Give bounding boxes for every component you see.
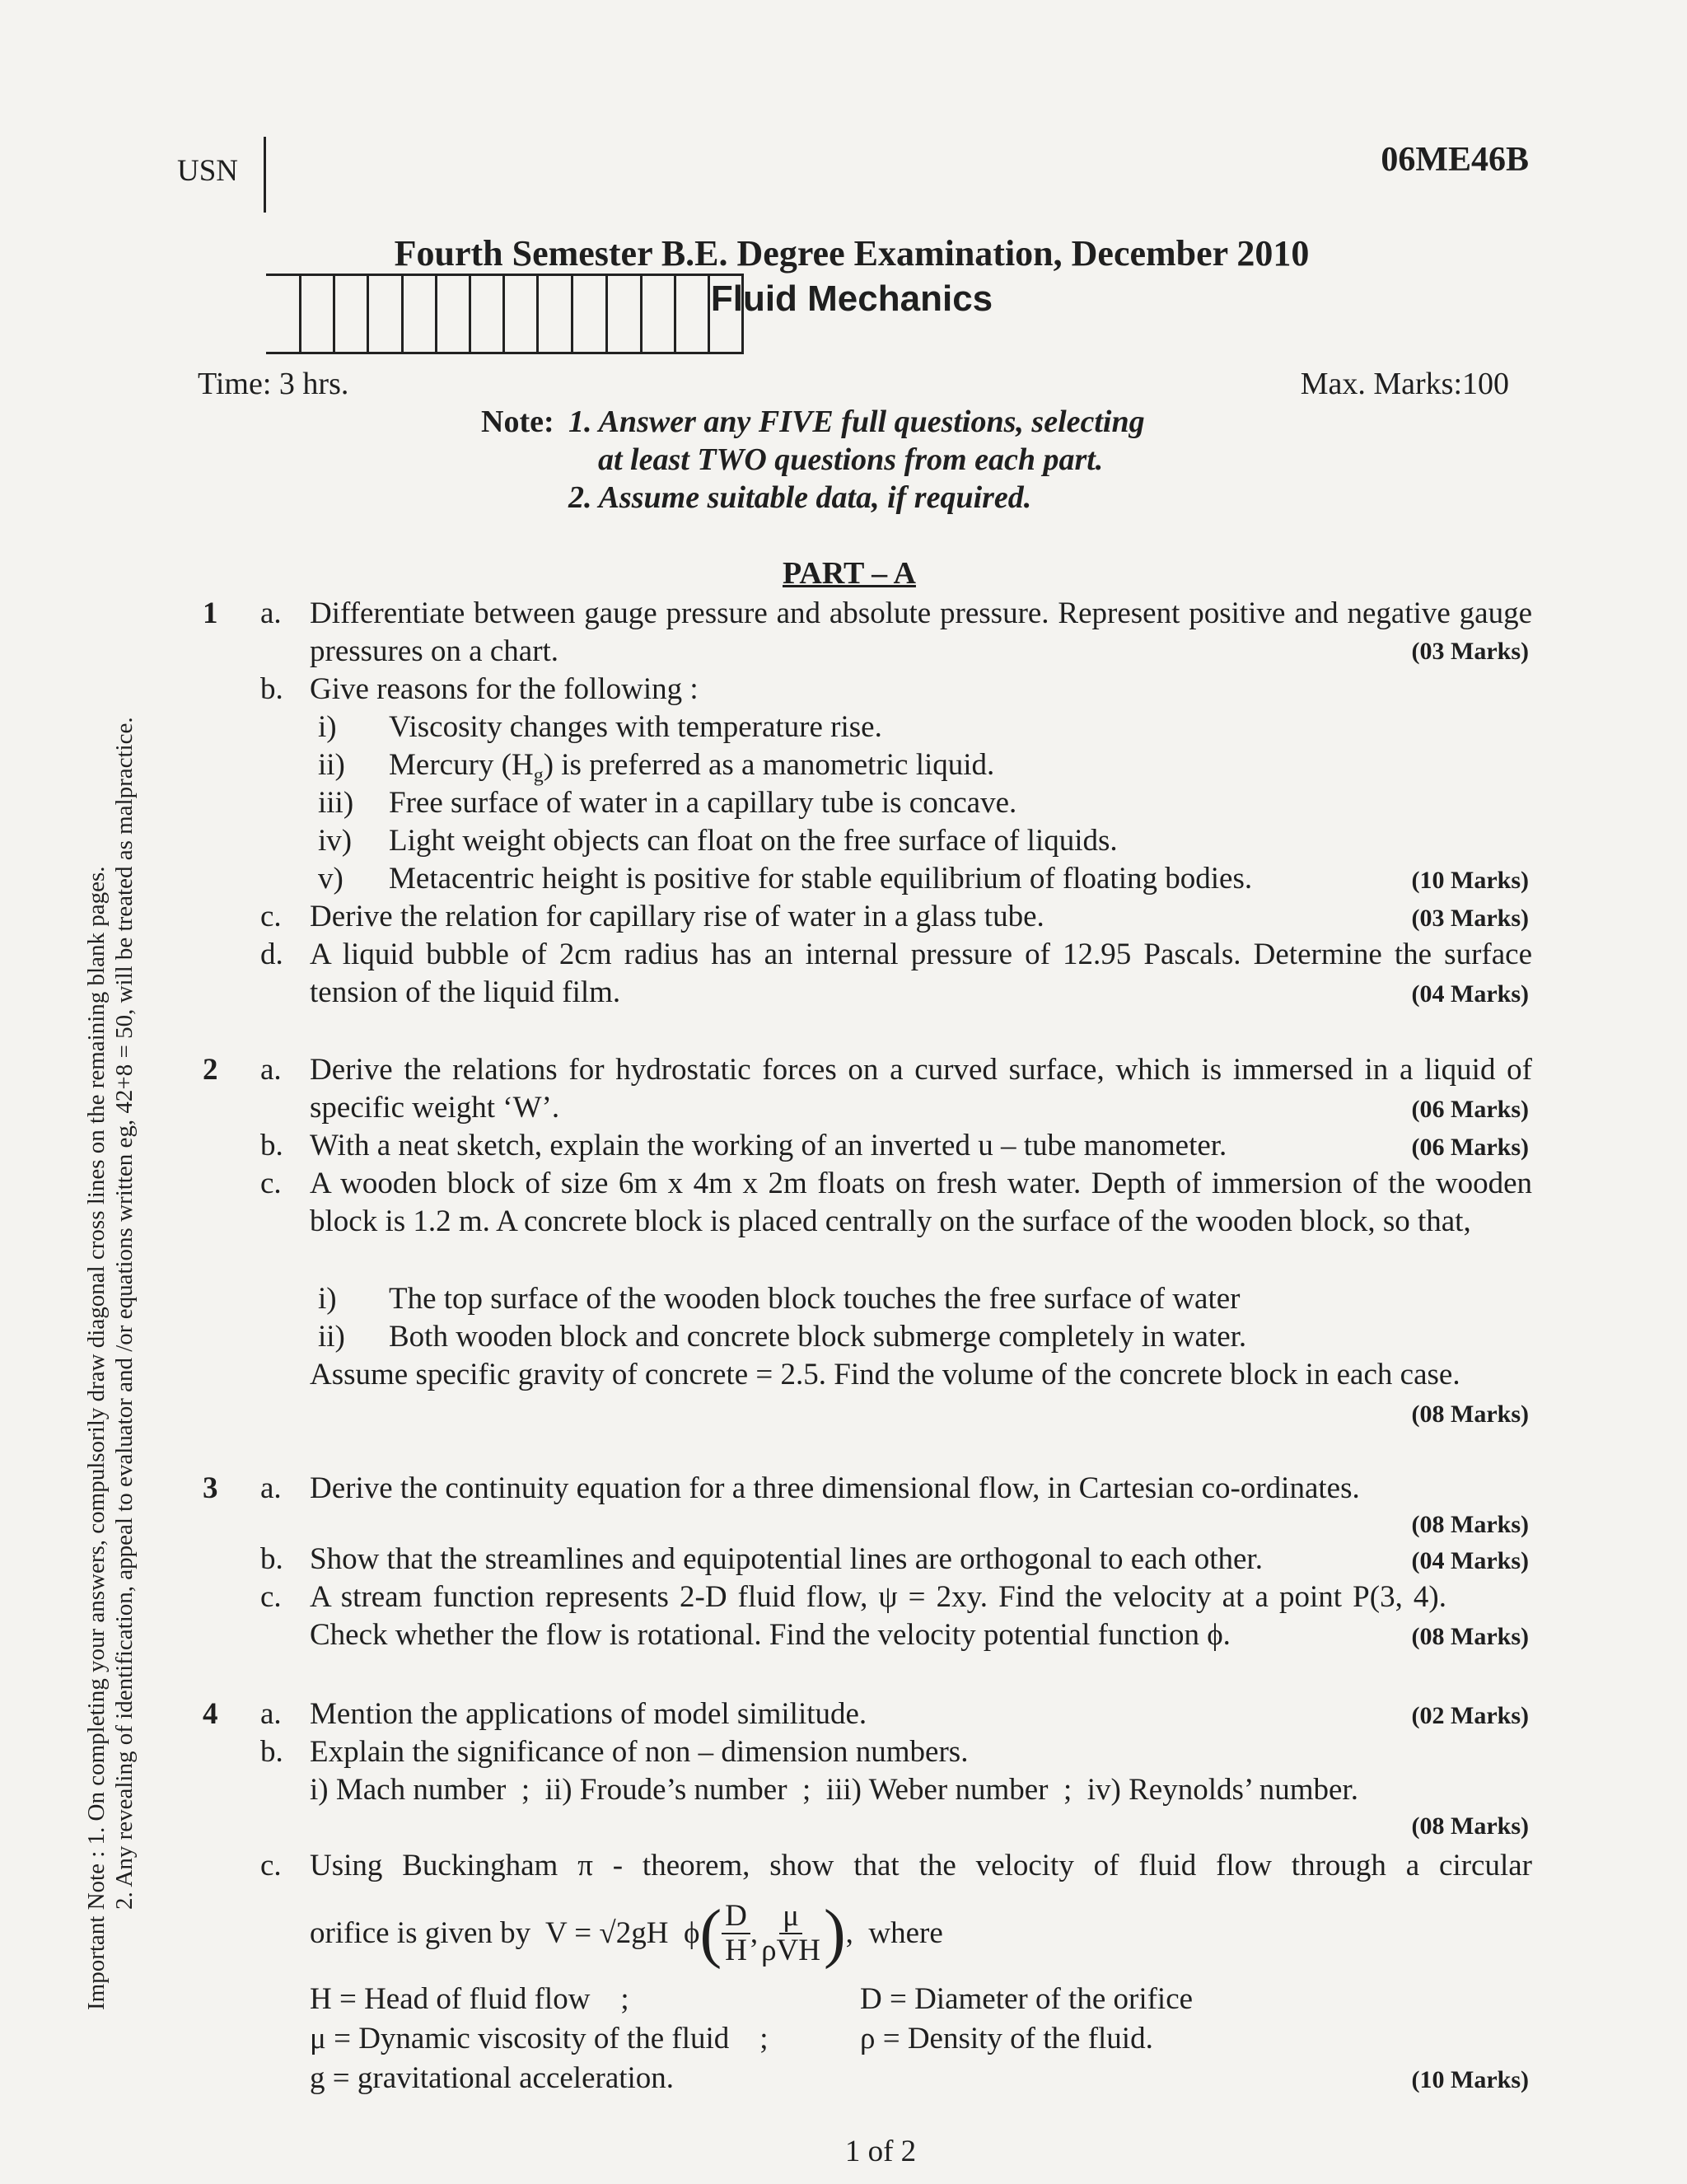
q3c-label: c.: [260, 1580, 282, 1614]
q1a-label: a.: [260, 596, 282, 630]
q3b-marks: (04 Marks): [1411, 1547, 1529, 1574]
q4c-marks: (10 Marks): [1411, 2066, 1529, 2093]
question-number: 3: [203, 1471, 218, 1505]
q1d-marks: (04 Marks): [1411, 980, 1529, 1008]
formula-prefix: orifice is given by V = √2gH ϕ: [310, 1916, 700, 1950]
q1c-text: Derive the relation for capillary rise of water in a glass tube.: [310, 900, 1044, 933]
q1d-label: d.: [260, 938, 283, 971]
formula-comma: ,: [750, 1916, 759, 1950]
q4c-text: Using Buckingham π - theorem, show that the velocity of fluid flow through a circular: [310, 1849, 1532, 1882]
q2b-label: b.: [260, 1129, 283, 1162]
q4c-definition: D = Diameter of the orifice: [860, 1982, 1194, 2016]
side-note-line-2: 2. Any revealing of identification, appeal to evaluator and /or equations written eg, 42+8 = 50, will be treated as malpractice.: [111, 717, 138, 1910]
q4c-formula: [310, 1896, 943, 1971]
note-line-2: at least TWO questions from each part.: [598, 442, 1104, 477]
q4b-items: i) Mach number ; ii) Froude’s number ; iii) Weber number ; iv) Reynolds’ number.: [310, 1773, 1358, 1807]
q1b-item-num: v): [318, 862, 343, 896]
fraction-numerator: D: [722, 1900, 750, 1934]
q3a-marks: (08 Marks): [1411, 1511, 1529, 1538]
subject-code: 06ME46B: [1381, 141, 1529, 179]
q2c-item-num: ii): [318, 1320, 345, 1354]
q1b-item-text: Viscosity changes with temperature rise.: [389, 710, 882, 744]
fraction-denominator: H: [725, 1934, 747, 1967]
q3b-label: b.: [260, 1542, 283, 1576]
q1b-text: Give reasons for the following :: [310, 672, 699, 706]
q3a-text: Derive the continuity equation for a three dimensional flow, in Cartesian co-ordinates.: [310, 1471, 1360, 1505]
question-number: 1: [203, 596, 218, 630]
q2c-item-text: Both wooden block and concrete block submerge completely in water.: [389, 1320, 1247, 1354]
q3c-marks: (08 Marks): [1411, 1623, 1529, 1650]
q1b-item-num: iv): [318, 824, 353, 858]
question-number: 4: [203, 1697, 218, 1731]
q2c-item-num: i): [318, 1282, 337, 1316]
q1b-marks: (10 Marks): [1411, 867, 1529, 894]
note-line-3: 2. Assume suitable data, if required.: [568, 480, 1032, 515]
formula-fraction-d-over-h: [722, 1900, 750, 1967]
page-number: 1 of 2: [844, 2135, 917, 2168]
q3c-text: A stream function represents 2-D fluid flow, ψ = 2xy. Find the velocity at a point P(3, 4). Check whether the flow is rotational. Find the velocity potential function ϕ.: [310, 1580, 1446, 1652]
q2b-text: With a neat sketch, explain the working of an inverted u – tube manometer.: [310, 1129, 1227, 1162]
q2a-text: Derive the relations for hydrostatic forces on a curved surface, which is immersed in a liquid of specific weight ‘W’.: [310, 1053, 1532, 1125]
max-marks-label: Max. Marks:100: [1300, 367, 1509, 401]
q1b-item-text: Light weight objects can float on the free surface of liquids.: [389, 824, 1118, 858]
important-side-note: [82, 717, 138, 2010]
q4c-label: c.: [260, 1849, 282, 1882]
q1c-marks: (03 Marks): [1411, 905, 1529, 932]
q2c-text: A wooden block of size 6m x 4m x 2m floats on fresh water. Depth of immersion of the wooden block is 1.2 m. A concrete block is placed centrally on the surface of the wooden block, so that,: [310, 1167, 1532, 1238]
part-a-heading: PART – A: [783, 556, 916, 591]
q4c-definition: H = Head of fluid flow ;: [310, 1982, 629, 2016]
q2a-marks: (06 Marks): [1411, 1096, 1529, 1123]
question-number: 2: [203, 1053, 218, 1087]
subject-title: Fluid Mechanics: [710, 278, 993, 319]
q4b-text: Explain the significance of non – dimension numbers.: [310, 1735, 969, 1769]
usn-boxes[interactable]: [264, 137, 777, 213]
q1b-item-text: Free surface of water in a capillary tube is concave.: [389, 786, 1017, 820]
q2c-label: c.: [260, 1167, 282, 1200]
q2c-text-2: Assume specific gravity of concrete = 2.5. Find the volume of the concrete block in each case.: [310, 1358, 1460, 1391]
q3a-label: a.: [260, 1471, 282, 1505]
q2b-marks: (06 Marks): [1411, 1134, 1529, 1161]
q2c-marks: (08 Marks): [1411, 1401, 1529, 1428]
q4a-label: a.: [260, 1697, 282, 1731]
q4c-definition: μ = Dynamic viscosity of the fluid ;: [310, 2022, 769, 2055]
q1b-item-num: i): [318, 710, 337, 744]
q1a-marks: (03 Marks): [1411, 638, 1529, 665]
q1b-item-text: Metacentric height is positive for stable equilibrium of floating bodies.: [389, 862, 1253, 896]
q4c-definition: ρ = Density of the fluid.: [860, 2022, 1153, 2055]
time-label: Time: 3 hrs.: [198, 367, 349, 401]
q4a-text: Mention the applications of model similitude.: [310, 1697, 867, 1731]
q3b-text: Show that the streamlines and equipotential lines are orthogonal to each other.: [310, 1542, 1263, 1576]
side-note-line-1: Important Note : 1. On completing your answers, compulsorily draw diagonal cross lines on the remaining blank pages.: [83, 866, 110, 2010]
formula-suffix: , where: [845, 1916, 943, 1950]
q4c-definition: g = gravitational acceleration.: [310, 2061, 675, 2095]
fraction-numerator: μ: [779, 1900, 802, 1934]
q4b-label: b.: [260, 1735, 283, 1769]
q2a-label: a.: [260, 1053, 282, 1087]
q1c-label: c.: [260, 900, 282, 933]
note-label: Note:: [481, 405, 554, 439]
q1d-text: A liquid bubble of 2cm radius has an internal pressure of 12.95 Pascals. Determine the surface tension of the liquid film.: [310, 938, 1532, 1009]
formula-paren-open: (: [699, 1897, 722, 1970]
exam-title: Fourth Semester B.E. Degree Examination, December 2010: [394, 233, 1310, 274]
q1b-label: b.: [260, 672, 283, 706]
formula-paren-close: ): [823, 1897, 846, 1970]
note-line-1: 1. Answer any FIVE full questions, selecting: [568, 405, 1145, 439]
q4a-marks: (02 Marks): [1411, 1702, 1529, 1729]
q1a-text: Differentiate between gauge pressure and absolute pressure. Represent positive and negative gauge pressures on a chart.: [310, 596, 1532, 668]
q2c-item-text: The top surface of the wooden block touches the free surface of water: [389, 1282, 1241, 1316]
q1b-item-text: Mercury $(H_g)$ is preferred as a manometric liquid.: [389, 748, 995, 787]
usn-label: USN: [177, 154, 239, 188]
q1b-item-num: iii): [318, 786, 354, 820]
fraction-denominator: ρVH: [761, 1934, 820, 1967]
q4b-marks: (08 Marks): [1411, 1812, 1529, 1840]
q1b-item-num: ii): [318, 748, 345, 782]
formula-fraction-mu-over-rhovh: [758, 1900, 824, 1967]
